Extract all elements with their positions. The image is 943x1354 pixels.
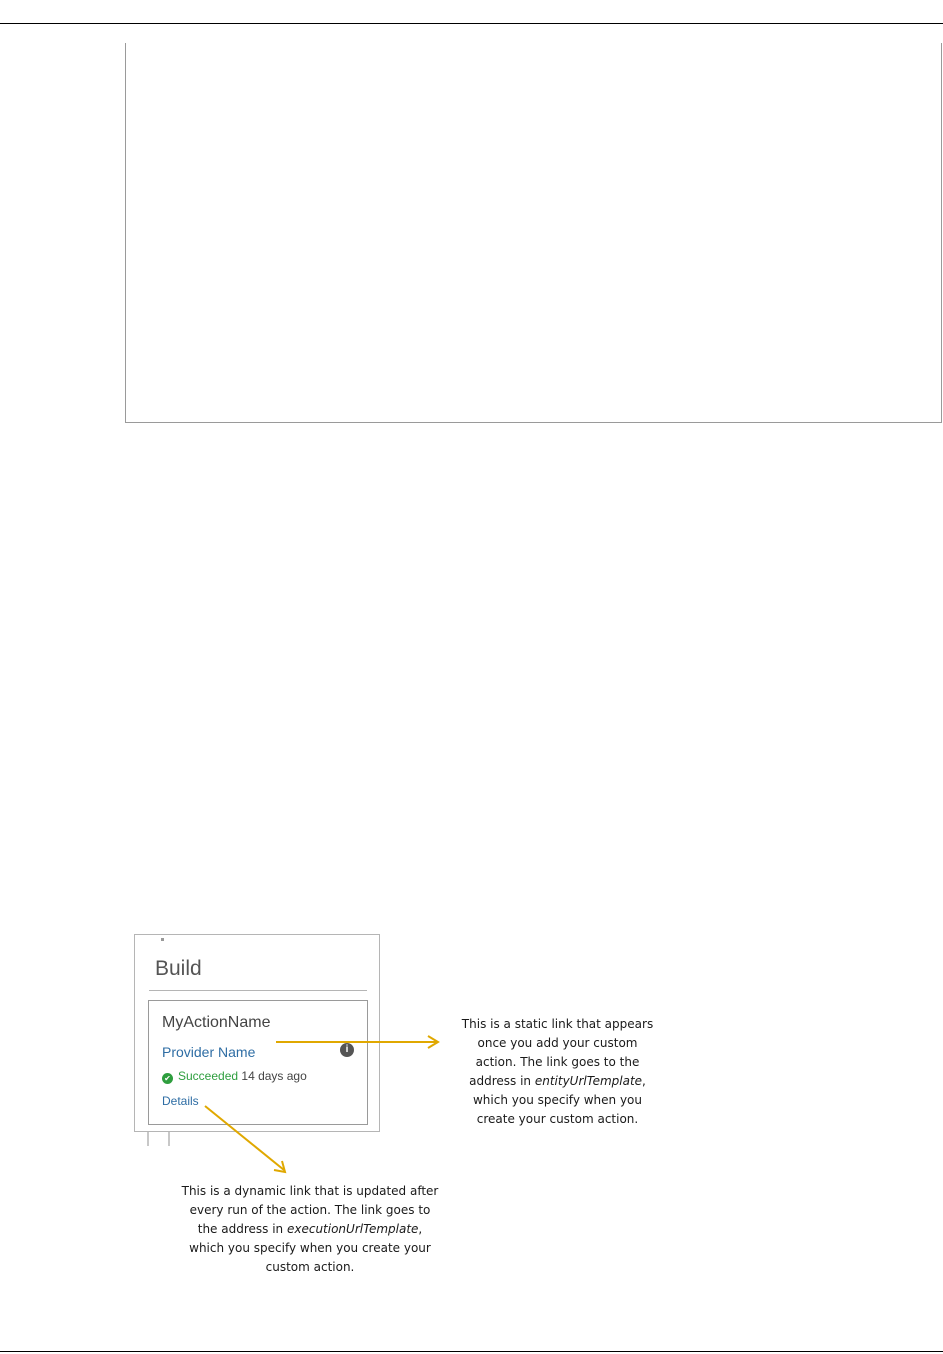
callout-line: This is a static link that appears <box>461 1017 654 1031</box>
callout-line: This is a dynamic link that is updated after <box>181 1184 439 1198</box>
check-circle-icon: ✔ <box>162 1073 173 1084</box>
status-time: 14 days ago <box>241 1069 307 1083</box>
callout-line: action. The link goes to the <box>475 1055 640 1069</box>
action-name: MyActionName <box>162 1014 271 1031</box>
footer-rule <box>0 1351 943 1352</box>
callout-text: , <box>418 1222 423 1236</box>
callout-text: the address in <box>197 1222 287 1236</box>
code-example-box <box>125 43 942 423</box>
callout-text: , <box>642 1074 646 1088</box>
callout-line: which you specify when you create your <box>189 1241 431 1255</box>
callout-emphasis: executionUrlTemplate <box>286 1222 419 1236</box>
callout-text: address in <box>469 1074 535 1088</box>
callout-line <box>440 1072 675 1091</box>
callout-line: once you add your custom <box>477 1036 638 1050</box>
pipeline-action-figure <box>130 925 690 1285</box>
static-link-callout <box>440 1015 675 1129</box>
callout-line: every run of the action. The link goes to <box>189 1203 431 1217</box>
info-icon[interactable]: i <box>340 1043 354 1057</box>
callout-line: create your custom action. <box>476 1112 639 1126</box>
details-link[interactable]: Details <box>162 1094 199 1108</box>
provider-name-link[interactable]: Provider Name <box>162 1044 256 1060</box>
callout-line: which you specify when you <box>472 1093 643 1107</box>
callout-line: custom action. <box>265 1260 355 1274</box>
header-rule <box>0 23 943 24</box>
stage-title: Build <box>155 957 202 980</box>
callout-emphasis: entityUrlTemplate <box>534 1074 643 1088</box>
status-text: Succeeded <box>178 1069 239 1083</box>
dynamic-link-arrow <box>205 1106 284 1170</box>
dynamic-link-callout <box>160 1182 460 1277</box>
callout-line <box>160 1220 460 1239</box>
